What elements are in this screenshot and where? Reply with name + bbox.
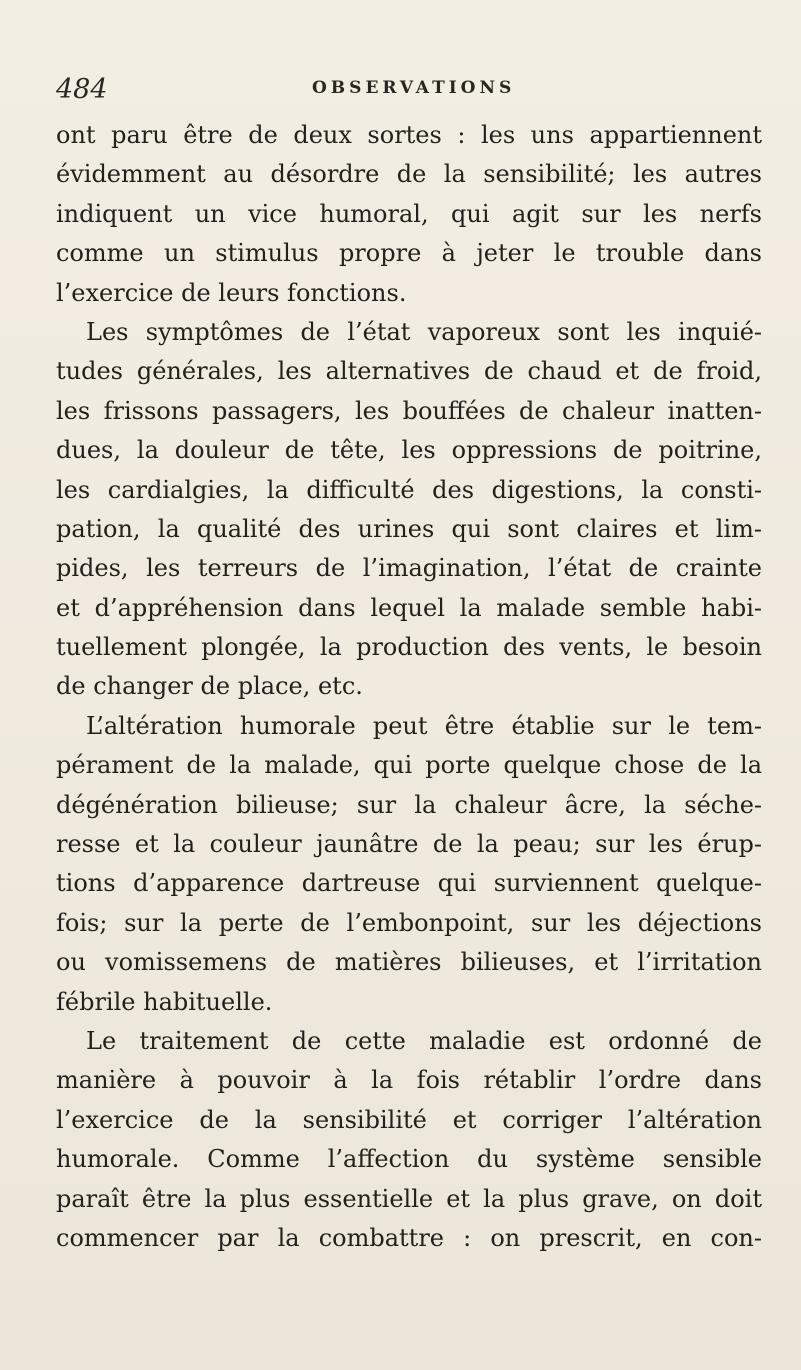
page-header <box>56 70 761 110</box>
text-line: L’altération humorale peut être établie sur le tem- <box>86 711 762 740</box>
text-line: paraît être la plus essentielle et la plus grave, on doit <box>56 1184 762 1213</box>
page-number: 484 <box>56 74 108 105</box>
text-line: tuellement plongée, la production des vents, le besoin <box>56 633 762 662</box>
text-line: Les symptômes de l’état vaporeux sont les inquié- <box>86 317 762 346</box>
text-line: les frissons passagers, les bouffées de chaleur inatten- <box>56 396 762 425</box>
text-line: ou vomissemens de matières bilieuses, et l’irritation <box>56 948 762 977</box>
text-line: l’exercice de la sensibilité et corriger l’altération <box>56 1105 762 1134</box>
text-line: comme un stimulus propre à jeter le trouble dans <box>56 239 762 268</box>
text-line: dues, la douleur de tête, les oppressions de poitrine, <box>56 436 762 465</box>
text-line: les cardialgies, la difficulté des digestions, la consti- <box>56 475 762 504</box>
text-line: ont paru être de deux sortes : les uns appartiennent <box>56 121 762 149</box>
text-line: fois; sur la perte de l’embonpoint, sur les déjections <box>56 908 762 937</box>
text-line: commencer par la combattre : on prescrit, en con- <box>56 1223 762 1252</box>
text-line: de changer de place, etc. <box>56 672 363 701</box>
text-line: indiquent un vice humoral, qui agit sur les nerfs <box>56 199 762 228</box>
text-line: humorale. Comme l’affection du système sensible <box>56 1145 762 1174</box>
body-text <box>56 116 762 1258</box>
running-head: OBSERVATIONS <box>312 78 516 98</box>
text-line: dégénération bilieuse; sur la chaleur âcre, la séche- <box>56 790 762 819</box>
text-line: pides, les terreurs de l’imagination, l’état de crainte <box>56 554 762 583</box>
text-line: manière à pouvoir à la fois rétablir l’ordre dans <box>56 1066 762 1095</box>
text-line: pérament de la malade, qui porte quelque chose de la <box>56 751 762 780</box>
text-line: tudes générales, les alternatives de chaud et de froid, <box>56 357 762 386</box>
text-line: et d’appréhension dans lequel la malade semble habi- <box>56 593 762 622</box>
text-line: fébrile habituelle. <box>56 987 273 1016</box>
text-line: évidemment au désordre de la sensibilité; les autres <box>56 160 762 189</box>
text-line: tions d’apparence dartreuse qui surviennent quelque- <box>56 869 762 898</box>
text-line: pation, la qualité des urines qui sont claires et lim- <box>56 514 762 543</box>
text-line: l’exercice de leurs fonctions. <box>56 278 407 307</box>
text-line: Le traitement de cette maladie est ordonné de <box>86 1026 762 1055</box>
text-line: resse et la couleur jaunâtre de la peau; sur les érup- <box>56 830 762 859</box>
